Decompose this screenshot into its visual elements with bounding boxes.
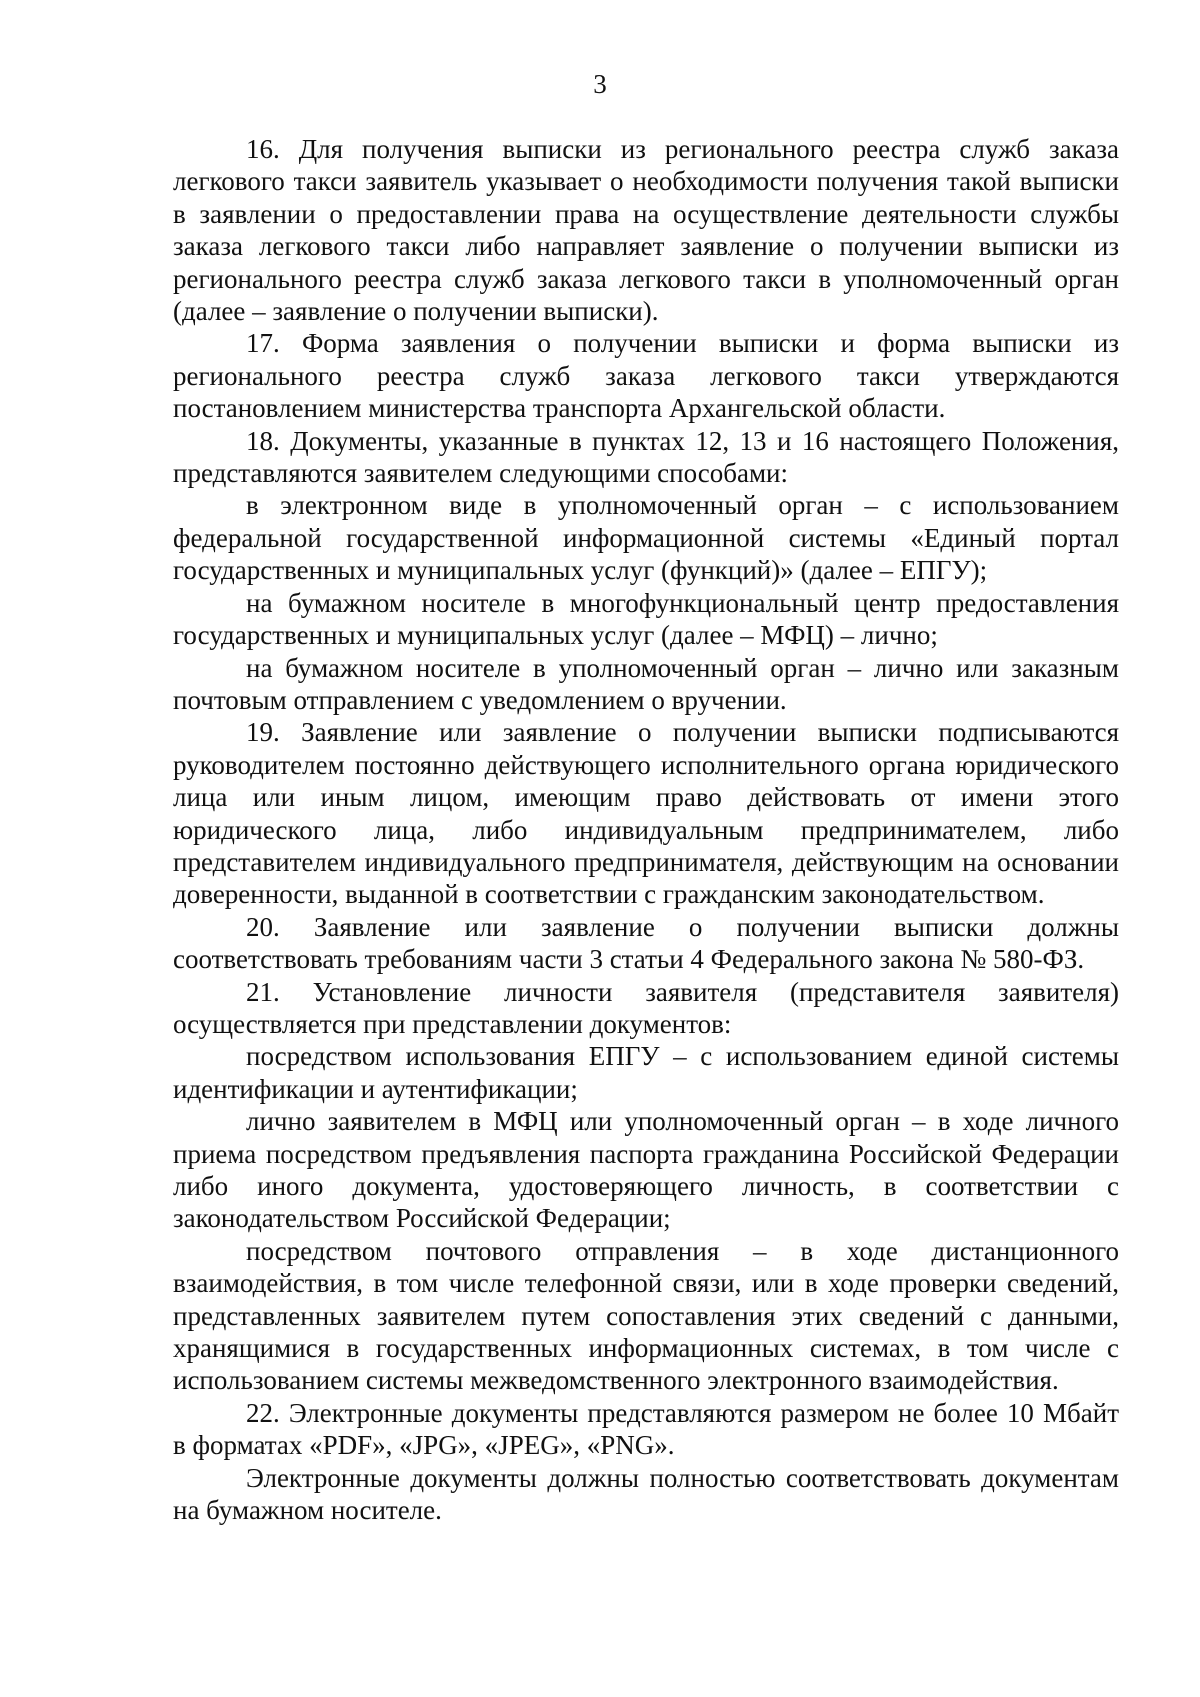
paragraph-18: 18. Документы, указанные в пунктах 12, 13 и 16 настоящего Положения, представляются заявителем следующими способами:: [173, 425, 1119, 489]
paragraph-19: 19. Заявление или заявление о получении выписки подписываются руководителем постоянно действующего исполнительного органа юридического лица или иным лицом, имеющим право действовать от имени этого юридического лица, либо индивидуальным предпринимателем, либо представителем индивидуального предпринимателя, действующим на основании доверенности, выданной в соответствии с гражданским законодательством.: [173, 717, 1119, 910]
paragraph-22: 22. Электронные документы представляются размером не более 10 Мбайт в форматах «PDF», «JPG», «JPEG», «PNG».: [173, 1397, 1119, 1461]
paragraph-21-item-epgu: посредством использования ЕПГУ – с использованием единой системы идентификации и аутентификации;: [173, 1041, 1119, 1104]
paragraph-16: 16. Для получения выписки из регионального реестра служб заказа легкового такси заявитель указывает о необходимости получения такой выписки в заявлении о предоставлении права на осуществление деятельности службы заказа легкового такси либо направляет заявление о получении выписки из регионального реестра служб заказа легкового такси в уполномоченный орган (далее – заявление о получении выписки).: [173, 134, 1119, 327]
paragraph-18-item-epgu: в электронном виде в уполномоченный орган – с использованием федеральной государственной информационной системы «Единый портал государственных и муниципальных услуг (функций)» (далее – ЕПГУ);: [173, 490, 1119, 586]
paragraph-21: 21. Установление личности заявителя (представителя заявителя) осуществляется при представлении документов:: [173, 976, 1119, 1039]
paragraph-22-note: Электронные документы должны полностью соответствовать документам на бумажном носителе.: [173, 1462, 1119, 1526]
paragraph-20: 20. Заявление или заявление о получении выписки должны соответствовать требованиям части 3 статьи 4 Федерального закона № 580-ФЗ.: [173, 911, 1119, 975]
paragraph-18-item-paper: на бумажном носителе в уполномоченный орган – лично или заказным почтовым отправлением с уведомлением о вручении.: [173, 652, 1119, 715]
paragraph-21-item-personal: лично заявителем в МФЦ или уполномоченный орган – в ходе личного приема посредством предъявления паспорта гражданина Российской Федерации либо иного документа, удостоверяющего личность, в соответствии с законодательством Российской Федерации;: [173, 1106, 1119, 1234]
document-body: [173, 133, 1119, 1526]
paragraph-17: 17. Форма заявления о получении выписки и форма выписки из регионального реестра служб заказа легкового такси утверждаются постановлением министерства транспорта Архангельской области.: [173, 328, 1119, 424]
paragraph-21-item-postal: посредством почтового отправления – в ходе дистанционного взаимодействия, в том числе телефонной связи, или в ходе проверки сведений, представленных заявителем путем сопоставления этих сведений с данными, хранящимися в государственных информационных системах, в том числе с использованием системы межведомственного электронного взаимодействия.: [173, 1235, 1119, 1396]
page-number: 3: [593, 69, 607, 99]
paragraph-18-item-mfc: на бумажном носителе в многофункциональный центр предоставления государственных и муниципальных услуг (далее – МФЦ) – лично;: [173, 587, 1119, 651]
